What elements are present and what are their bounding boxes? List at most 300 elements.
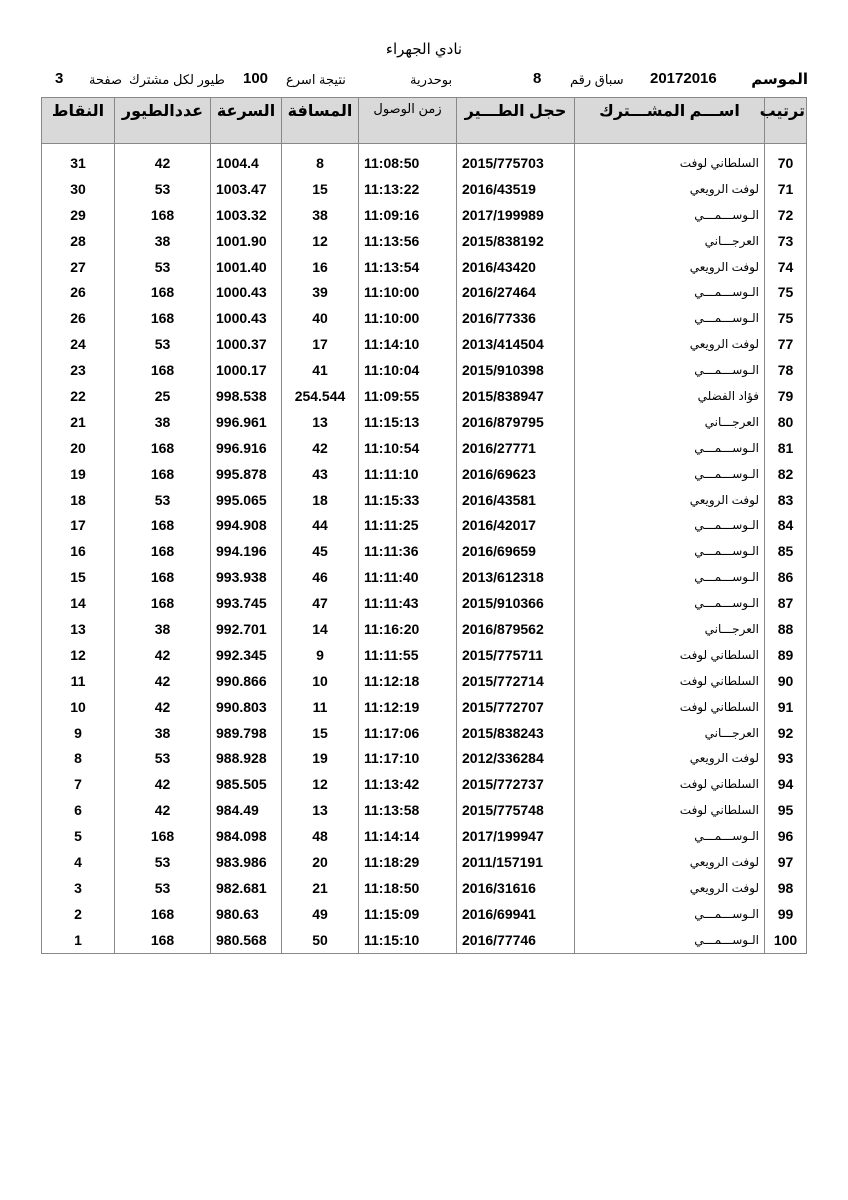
table-cell-ring: 2016/43519: [457, 176, 575, 202]
table-cell-distance: 45: [282, 538, 359, 564]
table-cell-rank: 72: [765, 202, 807, 228]
table-cell-rank: 93: [765, 745, 807, 771]
table-cell-ring: 2016/77746: [457, 927, 575, 953]
table-cell-bird-count: 38: [115, 228, 211, 254]
table-cell-speed: 992.701: [211, 616, 282, 642]
table-cell-arrival-time: 11:10:00: [359, 305, 457, 331]
table-cell-speed: 996.916: [211, 435, 282, 461]
table-cell-speed: 992.345: [211, 642, 282, 668]
table-cell-ring: 2015/772714: [457, 668, 575, 694]
table-cell-arrival-time: 11:13:54: [359, 254, 457, 280]
table-cell-name: الـوســـمـــي: [575, 590, 765, 616]
table-row: [42, 331, 807, 357]
table-cell-distance: 43: [282, 461, 359, 487]
table-row: [42, 305, 807, 331]
table-row: [42, 202, 807, 228]
table-row: [42, 279, 807, 305]
table-cell-distance: 20: [282, 849, 359, 875]
table-cell-distance: 48: [282, 823, 359, 849]
table-cell-ring: 2016/27464: [457, 279, 575, 305]
table-cell-arrival-time: 11:13:42: [359, 771, 457, 797]
table-cell-rank: 95: [765, 797, 807, 823]
table-cell-bird-count: 53: [115, 331, 211, 357]
season-value: 20172016: [650, 70, 717, 87]
table-cell-ring: 2016/31616: [457, 875, 575, 901]
table-cell-bird-count: 168: [115, 279, 211, 305]
table-cell-arrival-time: 11:15:09: [359, 901, 457, 927]
table-row: [42, 849, 807, 875]
table-cell-rank: 98: [765, 875, 807, 901]
table-cell-name: لوفت الرويعي: [575, 487, 765, 513]
table-cell-ring: 2011/157191: [457, 849, 575, 875]
table-cell-speed: 1000.43: [211, 305, 282, 331]
table-cell-points: 7: [42, 771, 115, 797]
table-cell-name: لوفت الرويعي: [575, 745, 765, 771]
table-cell-arrival-time: 11:15:33: [359, 487, 457, 513]
table-cell-points: 20: [42, 435, 115, 461]
table-cell-distance: 16: [282, 254, 359, 280]
table-cell-ring: 2013/612318: [457, 564, 575, 590]
table-row: [42, 590, 807, 616]
table-cell-rank: 94: [765, 771, 807, 797]
table-cell-ring: 2015/772737: [457, 771, 575, 797]
table-cell-points: 26: [42, 305, 115, 331]
table-cell-speed: 983.986: [211, 849, 282, 875]
table-cell-points: 16: [42, 538, 115, 564]
table-cell-points: 30: [42, 176, 115, 202]
table-cell-rank: 70: [765, 144, 807, 176]
table-cell-name: لوفت الرويعي: [575, 254, 765, 280]
table-cell-arrival-time: 11:17:06: [359, 720, 457, 746]
table-cell-rank: 83: [765, 487, 807, 513]
table-row: [42, 745, 807, 771]
column-header-arrival: زمن الوصول: [359, 98, 457, 144]
per-member-label: طيور لكل مشترك: [129, 72, 225, 87]
table-cell-distance: 10: [282, 668, 359, 694]
table-cell-distance: 14: [282, 616, 359, 642]
table-cell-rank: 88: [765, 616, 807, 642]
table-cell-bird-count: 168: [115, 564, 211, 590]
table-cell-ring: 2016/77336: [457, 305, 575, 331]
table-row: [42, 538, 807, 564]
table-cell-ring: 2015/910398: [457, 357, 575, 383]
table-cell-points: 6: [42, 797, 115, 823]
table-cell-ring: 2016/69659: [457, 538, 575, 564]
table-header-row: [42, 98, 807, 144]
table-cell-name: الـوســـمـــي: [575, 538, 765, 564]
table-cell-name: الـوســـمـــي: [575, 564, 765, 590]
column-header-ring: حجل الطـــير: [457, 98, 575, 144]
table-cell-speed: 985.505: [211, 771, 282, 797]
table-cell-distance: 17: [282, 331, 359, 357]
table-cell-rank: 73: [765, 228, 807, 254]
table-cell-bird-count: 168: [115, 357, 211, 383]
table-cell-ring: 2015/772707: [457, 694, 575, 720]
season-label: الموسم: [751, 71, 808, 88]
table-cell-rank: 89: [765, 642, 807, 668]
table-row: [42, 564, 807, 590]
table-cell-distance: 254.544: [282, 383, 359, 409]
table-cell-name: لوفت الرويعي: [575, 331, 765, 357]
table-cell-speed: 996.961: [211, 409, 282, 435]
table-cell-distance: 13: [282, 409, 359, 435]
table-row: [42, 461, 807, 487]
table-cell-points: 29: [42, 202, 115, 228]
table-cell-distance: 42: [282, 435, 359, 461]
club-title: نادي الجهراء: [385, 41, 463, 58]
table-cell-bird-count: 168: [115, 512, 211, 538]
table-cell-name: الـوســـمـــي: [575, 901, 765, 927]
table-cell-ring: 2016/43581: [457, 487, 575, 513]
table-cell-bird-count: 42: [115, 771, 211, 797]
table-cell-bird-count: 168: [115, 901, 211, 927]
table-cell-points: 8: [42, 745, 115, 771]
table-cell-speed: 1000.43: [211, 279, 282, 305]
table-cell-ring: 2015/775748: [457, 797, 575, 823]
table-cell-rank: 75: [765, 305, 807, 331]
table-cell-ring: 2012/336284: [457, 745, 575, 771]
table-cell-bird-count: 53: [115, 745, 211, 771]
table-cell-rank: 90: [765, 668, 807, 694]
table-cell-speed: 988.928: [211, 745, 282, 771]
table-cell-points: 28: [42, 228, 115, 254]
table-cell-distance: 9: [282, 642, 359, 668]
table-cell-speed: 982.681: [211, 875, 282, 901]
table-cell-bird-count: 168: [115, 590, 211, 616]
table-cell-ring: 2017/199989: [457, 202, 575, 228]
table-cell-rank: 80: [765, 409, 807, 435]
table-cell-speed: 1000.37: [211, 331, 282, 357]
table-cell-arrival-time: 11:12:19: [359, 694, 457, 720]
table-cell-bird-count: 53: [115, 487, 211, 513]
table-row: [42, 512, 807, 538]
table-cell-name: السلطاني لوفت: [575, 694, 765, 720]
table-cell-rank: 84: [765, 512, 807, 538]
table-cell-name: فؤاد الفضلي: [575, 383, 765, 409]
column-header-name: اســـم المشـــترك: [575, 98, 765, 144]
table-cell-speed: 980.568: [211, 927, 282, 953]
table-cell-bird-count: 168: [115, 538, 211, 564]
table-cell-rank: 96: [765, 823, 807, 849]
table-cell-speed: 993.745: [211, 590, 282, 616]
table-cell-distance: 12: [282, 771, 359, 797]
table-cell-speed: 1004.4: [211, 144, 282, 176]
table-cell-rank: 78: [765, 357, 807, 383]
table-cell-bird-count: 42: [115, 668, 211, 694]
table-row: [42, 228, 807, 254]
table-cell-name: الـوســـمـــي: [575, 823, 765, 849]
table-cell-bird-count: 53: [115, 176, 211, 202]
table-cell-name: الـوســـمـــي: [575, 305, 765, 331]
table-cell-points: 23: [42, 357, 115, 383]
table-cell-ring: 2016/43420: [457, 254, 575, 280]
table-cell-arrival-time: 11:10:00: [359, 279, 457, 305]
table-cell-arrival-time: 11:11:55: [359, 642, 457, 668]
table-cell-bird-count: 42: [115, 694, 211, 720]
table-cell-bird-count: 42: [115, 144, 211, 176]
table-cell-rank: 74: [765, 254, 807, 280]
table-cell-name: السلطاني لوفت: [575, 668, 765, 694]
table-cell-ring: 2015/838243: [457, 720, 575, 746]
table-cell-bird-count: 53: [115, 254, 211, 280]
table-cell-name: الـوســـمـــي: [575, 435, 765, 461]
table-row: [42, 901, 807, 927]
table-cell-arrival-time: 11:18:50: [359, 875, 457, 901]
table-cell-bird-count: 168: [115, 435, 211, 461]
table-cell-points: 27: [42, 254, 115, 280]
table-cell-distance: 8: [282, 144, 359, 176]
table-cell-speed: 1003.47: [211, 176, 282, 202]
column-header-points: النقاط: [42, 98, 115, 144]
table-cell-bird-count: 168: [115, 927, 211, 953]
table-cell-name: الـوســـمـــي: [575, 279, 765, 305]
table-cell-bird-count: 168: [115, 461, 211, 487]
table-cell-speed: 994.196: [211, 538, 282, 564]
table-cell-name: الـوســـمـــي: [575, 461, 765, 487]
table-cell-bird-count: 168: [115, 202, 211, 228]
table-cell-distance: 13: [282, 797, 359, 823]
table-cell-bird-count: 168: [115, 305, 211, 331]
table-cell-speed: 995.878: [211, 461, 282, 487]
table-cell-bird-count: 53: [115, 849, 211, 875]
table-cell-name: الـوســـمـــي: [575, 202, 765, 228]
table-cell-speed: 980.63: [211, 901, 282, 927]
table-cell-points: 4: [42, 849, 115, 875]
table-cell-ring: 2016/69623: [457, 461, 575, 487]
table-cell-arrival-time: 11:13:22: [359, 176, 457, 202]
table-cell-ring: 2016/879795: [457, 409, 575, 435]
table-cell-points: 2: [42, 901, 115, 927]
table-cell-ring: 2016/879562: [457, 616, 575, 642]
table-cell-distance: 38: [282, 202, 359, 228]
table-cell-points: 24: [42, 331, 115, 357]
table-cell-distance: 15: [282, 720, 359, 746]
table-cell-rank: 79: [765, 383, 807, 409]
table-row: [42, 254, 807, 280]
table-cell-rank: 71: [765, 176, 807, 202]
table-cell-speed: 995.065: [211, 487, 282, 513]
table-cell-bird-count: 38: [115, 409, 211, 435]
table-cell-arrival-time: 11:11:40: [359, 564, 457, 590]
table-cell-arrival-time: 11:09:55: [359, 383, 457, 409]
table-cell-distance: 49: [282, 901, 359, 927]
table-cell-arrival-time: 11:08:50: [359, 144, 457, 176]
table-cell-name: لوفت الرويعي: [575, 176, 765, 202]
table-cell-bird-count: 25: [115, 383, 211, 409]
table-cell-bird-count: 38: [115, 616, 211, 642]
table-cell-rank: 82: [765, 461, 807, 487]
table-cell-distance: 12: [282, 228, 359, 254]
table-cell-points: 17: [42, 512, 115, 538]
table-row: [42, 642, 807, 668]
table-row: [42, 435, 807, 461]
table-cell-rank: 87: [765, 590, 807, 616]
table-cell-speed: 993.938: [211, 564, 282, 590]
table-cell-points: 1: [42, 927, 115, 953]
page-number: 3: [55, 70, 64, 87]
column-header-rank: ترتيب: [765, 98, 807, 144]
table-cell-name: العرجـــاني: [575, 228, 765, 254]
table-cell-points: 18: [42, 487, 115, 513]
table-cell-points: 14: [42, 590, 115, 616]
table-cell-distance: 44: [282, 512, 359, 538]
page-label: صفحة: [89, 72, 122, 87]
table-cell-rank: 91: [765, 694, 807, 720]
table-cell-speed: 1000.17: [211, 357, 282, 383]
table-cell-points: 15: [42, 564, 115, 590]
table-cell-bird-count: 53: [115, 875, 211, 901]
column-header-distance: المسافة: [282, 98, 359, 144]
result-count: 100: [243, 70, 269, 87]
column-header-count: عددالطيور: [115, 98, 211, 144]
table-cell-arrival-time: 11:11:43: [359, 590, 457, 616]
table-cell-name: العرجـــاني: [575, 409, 765, 435]
table-cell-points: 26: [42, 279, 115, 305]
table-cell-arrival-time: 11:11:25: [359, 512, 457, 538]
table-cell-bird-count: 38: [115, 720, 211, 746]
table-cell-rank: 81: [765, 435, 807, 461]
table-cell-speed: 998.538: [211, 383, 282, 409]
table-row: [42, 487, 807, 513]
table-cell-ring: 2015/910366: [457, 590, 575, 616]
table-cell-speed: 1003.32: [211, 202, 282, 228]
table-cell-points: 13: [42, 616, 115, 642]
table-cell-name: الـوســـمـــي: [575, 357, 765, 383]
table-row: [42, 875, 807, 901]
table-cell-arrival-time: 11:12:18: [359, 668, 457, 694]
table-cell-speed: 1001.40: [211, 254, 282, 280]
table-cell-rank: 92: [765, 720, 807, 746]
results-table: [41, 97, 807, 954]
table-cell-points: 31: [42, 144, 115, 176]
table-cell-ring: 2015/838947: [457, 383, 575, 409]
table-cell-speed: 1001.90: [211, 228, 282, 254]
table-cell-distance: 18: [282, 487, 359, 513]
table-cell-ring: 2016/69941: [457, 901, 575, 927]
table-cell-points: 10: [42, 694, 115, 720]
table-cell-speed: 984.49: [211, 797, 282, 823]
table-cell-distance: 41: [282, 357, 359, 383]
table-cell-speed: 994.908: [211, 512, 282, 538]
table-cell-arrival-time: 11:14:14: [359, 823, 457, 849]
table-cell-arrival-time: 11:10:04: [359, 357, 457, 383]
table-cell-ring: 2015/775703: [457, 144, 575, 176]
table-row: [42, 668, 807, 694]
table-cell-arrival-time: 11:18:29: [359, 849, 457, 875]
table-row: [42, 409, 807, 435]
table-row: [42, 927, 807, 953]
table-row: [42, 357, 807, 383]
table-row: [42, 144, 807, 176]
table-cell-ring: 2016/42017: [457, 512, 575, 538]
table-cell-arrival-time: 11:15:13: [359, 409, 457, 435]
table-cell-rank: 97: [765, 849, 807, 875]
table-cell-rank: 100: [765, 927, 807, 953]
table-cell-bird-count: 42: [115, 797, 211, 823]
table-cell-name: العرجـــاني: [575, 616, 765, 642]
table-cell-ring: 2015/838192: [457, 228, 575, 254]
table-cell-points: 3: [42, 875, 115, 901]
table-cell-rank: 85: [765, 538, 807, 564]
table-cell-bird-count: 168: [115, 823, 211, 849]
table-cell-arrival-time: 11:11:36: [359, 538, 457, 564]
table-cell-speed: 989.798: [211, 720, 282, 746]
table-row: [42, 823, 807, 849]
table-cell-ring: 2013/414504: [457, 331, 575, 357]
table-row: [42, 616, 807, 642]
table-cell-ring: 2017/199947: [457, 823, 575, 849]
table-cell-distance: 47: [282, 590, 359, 616]
table-cell-points: 5: [42, 823, 115, 849]
table-cell-distance: 15: [282, 176, 359, 202]
table-cell-name: الـوســـمـــي: [575, 512, 765, 538]
table-cell-distance: 19: [282, 745, 359, 771]
table-cell-speed: 990.866: [211, 668, 282, 694]
table-cell-name: السلطاني لوفت: [575, 642, 765, 668]
table-cell-name: الـوســـمـــي: [575, 927, 765, 953]
table-cell-arrival-time: 11:15:10: [359, 927, 457, 953]
table-row: [42, 771, 807, 797]
table-cell-points: 21: [42, 409, 115, 435]
table-cell-arrival-time: 11:13:56: [359, 228, 457, 254]
table-cell-distance: 11: [282, 694, 359, 720]
table-cell-name: العرجـــاني: [575, 720, 765, 746]
table-cell-arrival-time: 11:14:10: [359, 331, 457, 357]
table-cell-arrival-time: 11:10:54: [359, 435, 457, 461]
table-cell-points: 22: [42, 383, 115, 409]
table-cell-ring: 2016/27771: [457, 435, 575, 461]
table-cell-points: 19: [42, 461, 115, 487]
table-cell-rank: 99: [765, 901, 807, 927]
table-cell-points: 12: [42, 642, 115, 668]
table-cell-name: السلطاني لوفت: [575, 797, 765, 823]
table-cell-speed: 984.098: [211, 823, 282, 849]
table-cell-speed: 990.803: [211, 694, 282, 720]
table-row: [42, 383, 807, 409]
table-cell-arrival-time: 11:17:10: [359, 745, 457, 771]
table-cell-points: 9: [42, 720, 115, 746]
table-cell-name: لوفت الرويعي: [575, 849, 765, 875]
table-cell-name: السلطاني لوفت: [575, 771, 765, 797]
table-cell-ring: 2015/775711: [457, 642, 575, 668]
location: بوحدرية: [410, 72, 453, 87]
table-cell-arrival-time: 11:09:16: [359, 202, 457, 228]
table-row: [42, 720, 807, 746]
table-cell-arrival-time: 11:16:20: [359, 616, 457, 642]
table-cell-name: السلطاني لوفت: [575, 144, 765, 176]
table-cell-distance: 39: [282, 279, 359, 305]
result-label: نتيجة اسرع: [286, 72, 346, 87]
table-cell-arrival-time: 11:11:10: [359, 461, 457, 487]
table-cell-bird-count: 42: [115, 642, 211, 668]
column-header-speed: السرعة: [211, 98, 282, 144]
table-cell-name: لوفت الرويعي: [575, 875, 765, 901]
table-row: [42, 694, 807, 720]
table-cell-rank: 75: [765, 279, 807, 305]
table-row: [42, 176, 807, 202]
table-cell-distance: 46: [282, 564, 359, 590]
table-cell-distance: 50: [282, 927, 359, 953]
table-cell-distance: 40: [282, 305, 359, 331]
table-cell-arrival-time: 11:13:58: [359, 797, 457, 823]
race-label: سباق رقم: [570, 72, 624, 87]
table-cell-distance: 21: [282, 875, 359, 901]
race-number: 8: [533, 70, 542, 87]
table-row: [42, 797, 807, 823]
table-cell-rank: 77: [765, 331, 807, 357]
table-cell-points: 11: [42, 668, 115, 694]
table-cell-rank: 86: [765, 564, 807, 590]
